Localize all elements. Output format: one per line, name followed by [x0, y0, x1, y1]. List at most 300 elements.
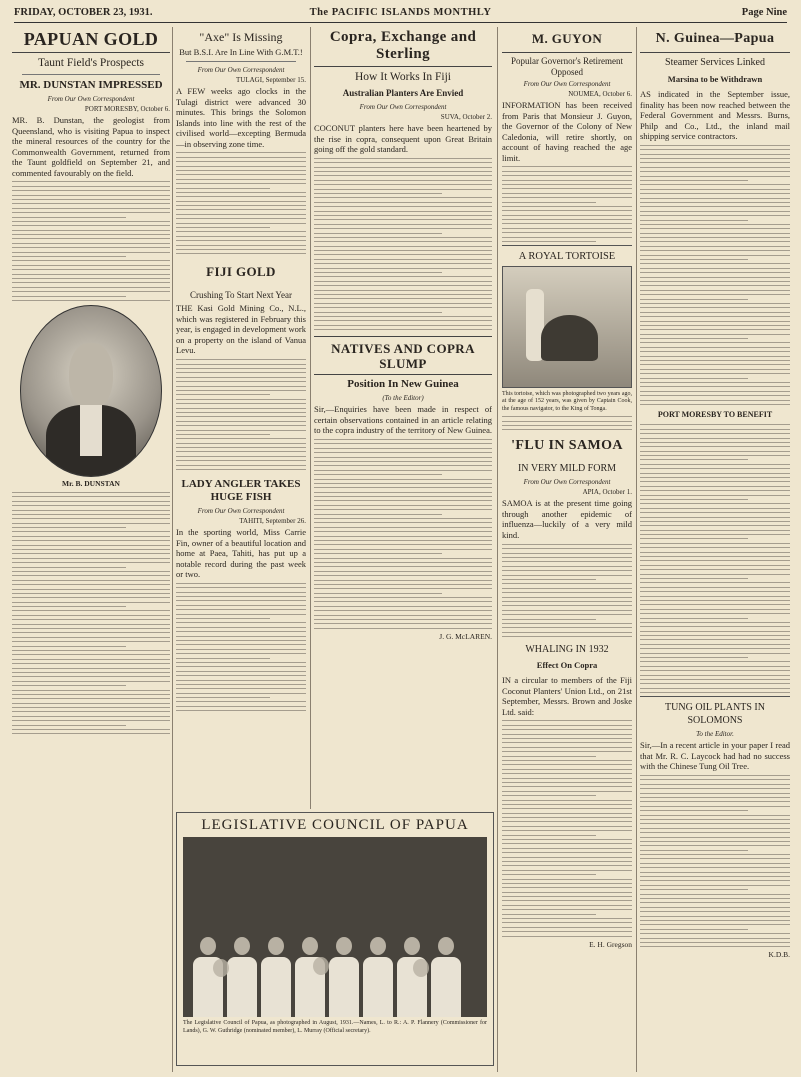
text-line: [502, 756, 596, 757]
article-headline: 'FLU IN SAMOA: [511, 438, 623, 454]
text-line: [314, 597, 492, 598]
text-line: [314, 536, 492, 537]
text-line: [176, 236, 306, 237]
text-line: [640, 386, 790, 387]
text-line: [502, 188, 632, 189]
text-line: [314, 197, 492, 198]
text-line: [502, 237, 632, 238]
text-line: [314, 593, 442, 594]
text-line: [314, 571, 492, 572]
text-line: [640, 876, 790, 877]
photo-caption: This tortoise, which was photographed two years ago, at the age of 152 years, was given by Captain Cook, the famous navigator, to the King of Tonga.: [502, 391, 632, 412]
text-line: [176, 640, 306, 641]
text-line: [176, 223, 306, 224]
text-line: [176, 161, 306, 162]
text-line: [640, 360, 790, 361]
text-line: [176, 596, 306, 597]
text-line: [640, 263, 790, 264]
text-line: [176, 377, 306, 378]
column-divider: [310, 27, 311, 809]
text-line: [12, 659, 170, 660]
signature: J. G. McLAREN.: [439, 631, 492, 641]
text-line: [12, 637, 170, 638]
text-line: [640, 916, 790, 917]
text-line: [502, 769, 632, 770]
text-line: [12, 256, 126, 257]
text-line: [176, 460, 306, 461]
text-line: [314, 549, 492, 550]
text-line: [640, 228, 790, 229]
text-line: [640, 481, 790, 482]
text-line: [640, 158, 790, 159]
text-line: [502, 773, 632, 774]
text-line: [176, 614, 306, 615]
text-line: [314, 619, 492, 620]
text-line: [12, 199, 170, 200]
article-lead: Sir,—Enquiries have been made in respect of certain observations contained in an article relating to the copra industry of the territory of New Guinea.: [314, 404, 492, 436]
text-line: [176, 205, 306, 206]
text-line: [12, 685, 126, 686]
text-line: [640, 521, 790, 522]
tortoise-photo: [502, 266, 632, 388]
text-line: [640, 929, 748, 930]
text-line: [314, 272, 442, 273]
text-line: [640, 810, 748, 811]
text-line: [640, 872, 790, 873]
text-line: [640, 342, 790, 343]
text-line: [640, 255, 790, 256]
text-line: [12, 694, 170, 695]
text-line: [176, 214, 306, 215]
text-line: [176, 456, 306, 457]
text-line: [640, 885, 790, 886]
dateline: NOUMEA, October 6.: [568, 90, 632, 98]
text-line: [640, 446, 790, 447]
text-line: [176, 372, 306, 373]
text-line: [12, 195, 170, 196]
article-subhead: Effect On Copra: [536, 660, 598, 671]
text-line: [502, 184, 632, 185]
text-line: [12, 729, 170, 730]
text-line: [502, 544, 632, 545]
text-line: [640, 356, 790, 357]
text-line: [640, 819, 790, 820]
text-line: [12, 252, 170, 253]
text-line: [502, 425, 632, 426]
text-line: [640, 670, 790, 671]
text-line: [176, 179, 306, 180]
dateline: TAHITI, September 26.: [239, 517, 306, 526]
text-line: [640, 828, 790, 829]
text-line: [176, 249, 306, 250]
text-line: [176, 386, 306, 387]
divider: [22, 74, 160, 75]
text-line: [176, 609, 306, 610]
text-line: [640, 894, 790, 895]
text-line: [502, 175, 632, 176]
text-line: [502, 760, 632, 761]
text-line: [12, 698, 170, 699]
text-line: [502, 421, 632, 422]
text-line: [314, 452, 492, 453]
text-line: [640, 290, 790, 291]
text-line: [12, 733, 170, 734]
text-line: [640, 578, 748, 579]
text-line: [314, 224, 492, 225]
text-line: [640, 167, 790, 168]
text-line: [502, 210, 632, 211]
text-line: [640, 369, 790, 370]
text-line: [502, 764, 632, 765]
text-line: [12, 531, 170, 532]
text-line: [12, 296, 126, 297]
text-line: [176, 658, 270, 659]
text-line: [640, 648, 790, 649]
text-line: [176, 174, 306, 175]
text-line: [314, 606, 492, 607]
article-headline: LADY ANGLER TAKES HUGE FISH: [181, 478, 301, 504]
text-line: [640, 547, 790, 548]
text-line: [12, 597, 170, 598]
text-line: [12, 668, 170, 669]
text-line: [12, 212, 170, 213]
article-body: [176, 359, 306, 470]
text-line: [502, 927, 632, 928]
text-line: [640, 560, 790, 561]
text-line: [176, 636, 306, 637]
caption-body: [502, 416, 632, 430]
text-line: [640, 162, 790, 163]
text-line: [12, 523, 170, 524]
text-line: [176, 188, 270, 189]
text-line: [640, 538, 748, 539]
text-line: [314, 233, 442, 234]
text-line: [640, 459, 748, 460]
text-line: [640, 517, 790, 518]
text-line: [640, 503, 790, 504]
text-line: [12, 269, 170, 270]
text-line: [12, 703, 170, 704]
text-line: [502, 636, 632, 637]
text-line: [640, 898, 790, 899]
text-line: [314, 250, 492, 251]
text-line: [640, 797, 790, 798]
publication-title: The PACIFIC ISLANDS MONTHLY: [309, 7, 492, 18]
text-line: [640, 552, 790, 553]
text-line: [640, 316, 790, 317]
text-line: [640, 404, 790, 405]
text-line: [176, 662, 306, 663]
text-line: [640, 845, 790, 846]
text-line: [640, 400, 790, 401]
text-line: [502, 202, 596, 203]
text-line: [640, 534, 790, 535]
article-lead: AS indicated in the September issue, finality has been now reached between the Federal Government and Messrs. Burns, Philp and Co., Ltd., the inland mail shipping service contractors.: [640, 89, 790, 141]
text-line: [502, 241, 596, 242]
text-line: [640, 391, 790, 392]
byline: From Our Own Correspondent: [523, 80, 611, 88]
text-line: [640, 321, 790, 322]
text-line: [502, 605, 632, 606]
article-headline: PAPUAN GOLD: [12, 29, 170, 53]
text-line: [640, 198, 790, 199]
issue-date: FRIDAY, OCTOBER 23, 1931.: [14, 7, 153, 18]
text-line: [502, 800, 632, 801]
text-line: [176, 618, 270, 619]
text-line: [502, 918, 632, 919]
text-line: [502, 817, 632, 818]
text-line: [502, 614, 632, 615]
text-line: [640, 281, 790, 282]
text-line: [176, 434, 270, 435]
text-line: [12, 243, 170, 244]
article-body: [176, 583, 306, 711]
text-line: [502, 865, 632, 866]
text-line: [640, 433, 790, 434]
text-line: [640, 202, 790, 203]
text-line: [176, 412, 306, 413]
text-line: [314, 500, 492, 501]
text-line: [176, 706, 306, 707]
text-line: [502, 738, 632, 739]
text-line: [502, 553, 632, 554]
text-line: [640, 347, 790, 348]
text-line: [640, 211, 790, 212]
text-line: [176, 381, 306, 382]
text-line: [502, 597, 632, 598]
text-line: [12, 632, 170, 633]
column-guyon: [502, 27, 632, 1072]
text-line: [176, 649, 306, 650]
article-body: [176, 152, 306, 254]
editor-note: To the Editor.: [696, 730, 734, 739]
text-line: [502, 835, 596, 836]
text-line: [176, 192, 306, 193]
text-line: [640, 675, 790, 676]
text-line: [502, 791, 632, 792]
signature: E. H. Gregson: [589, 939, 632, 949]
dateline: SUVA, October 2.: [440, 113, 492, 121]
dateline: PORT MORESBY, October 6.: [84, 105, 170, 113]
text-line: [502, 610, 632, 611]
text-line: [640, 237, 790, 238]
text-line: [12, 203, 170, 204]
text-line: [314, 215, 492, 216]
text-line: [314, 285, 492, 286]
text-line: [640, 635, 790, 636]
text-line: [314, 588, 492, 589]
text-line: [502, 601, 632, 602]
text-line: [12, 711, 170, 712]
text-line: [640, 250, 790, 251]
article-subhead: Popular Governor's Retirement Opposed: [510, 56, 624, 77]
text-line: [12, 496, 170, 497]
text-line: [502, 751, 632, 752]
text-line: [640, 806, 790, 807]
text-line: [640, 285, 790, 286]
text-line: [314, 329, 492, 330]
signature: K.D.B.: [768, 950, 790, 960]
text-line: [640, 902, 790, 903]
text-line: [12, 558, 170, 559]
page-number: Page Nine: [741, 7, 787, 18]
text-line: [314, 558, 492, 559]
portrait-photo: [20, 305, 162, 477]
text-line: [314, 228, 492, 229]
text-line: [314, 175, 492, 176]
text-line: [12, 545, 170, 546]
column-divider: [636, 27, 637, 1072]
text-line: [12, 217, 126, 218]
text-line: [314, 505, 492, 506]
article-body: [502, 720, 632, 936]
text-line: [640, 784, 790, 785]
article-subhead: How It Works In Fiji: [355, 71, 451, 83]
text-line: [502, 166, 632, 167]
text-line: [176, 196, 306, 197]
text-line: [314, 443, 492, 444]
section-heading: PORT MORESBY TO BENEFIT: [657, 409, 773, 419]
text-line: [314, 167, 492, 168]
text-line: [12, 707, 170, 708]
text-line: [176, 394, 270, 395]
byline: From Our Own Correspondent: [197, 66, 285, 74]
text-line: [12, 540, 170, 541]
text-line: [502, 896, 632, 897]
box-headline: LEGISLATIVE COUNCIL OF PAPUA: [201, 817, 469, 833]
text-line: [176, 600, 306, 601]
text-line: [502, 887, 632, 888]
article-kicker: Australian Planters Are Envied: [342, 88, 464, 98]
text-line: [502, 171, 632, 172]
text-line: [314, 439, 492, 440]
text-line: [176, 697, 270, 698]
article-headline: WHALING IN 1932: [525, 644, 609, 656]
text-line: [640, 268, 790, 269]
text-line: [640, 683, 790, 684]
text-line: [314, 518, 492, 519]
text-line: [502, 883, 632, 884]
text-line: [640, 688, 790, 689]
text-line: [12, 501, 170, 502]
text-line: [640, 277, 790, 278]
text-line: [640, 779, 790, 780]
text-line: [640, 351, 790, 352]
article-body: [314, 158, 492, 330]
text-line: [640, 530, 790, 531]
text-line: [502, 193, 632, 194]
text-line: [176, 368, 306, 369]
text-line: [640, 145, 790, 146]
text-line: [502, 429, 632, 430]
text-line: [640, 176, 790, 177]
text-line: [176, 688, 306, 689]
text-line: [314, 158, 492, 159]
text-line: [314, 580, 492, 581]
text-line: [314, 276, 492, 277]
text-line: [502, 874, 596, 875]
text-line: [502, 905, 632, 906]
text-line: [640, 477, 790, 478]
text-line: [314, 496, 492, 497]
text-line: [640, 468, 790, 469]
text-line: [640, 775, 790, 776]
article-subhead: Taunt Field's Prospects: [37, 57, 145, 69]
text-line: [640, 609, 790, 610]
text-line: [12, 549, 170, 550]
text-line: [640, 206, 790, 207]
text-line: [640, 679, 790, 680]
text-line: [502, 861, 632, 862]
text-line: [176, 399, 306, 400]
text-line: [640, 543, 790, 544]
text-line: [314, 316, 492, 317]
text-line: [640, 661, 790, 662]
text-line: [314, 219, 492, 220]
text-line: [640, 455, 790, 456]
text-line: [314, 184, 492, 185]
article-body: [502, 166, 632, 242]
text-line: [314, 483, 492, 484]
text-line: [640, 149, 790, 150]
text-line: [12, 580, 170, 581]
text-line: [502, 583, 632, 584]
text-line: [640, 429, 790, 430]
text-line: [640, 325, 790, 326]
text-line: [314, 566, 492, 567]
text-line: [176, 605, 306, 606]
article-lead: INFORMATION has been received from Paris that Monsieur J. Guyon, the Governor of the Colony of New Caledonia, will retire shortly, on account of having reached the age limit.: [502, 100, 632, 163]
text-line: [12, 610, 170, 611]
column-divider: [172, 27, 173, 1072]
text-line: [640, 574, 790, 575]
text-line: [314, 312, 442, 313]
article-body: [640, 775, 790, 947]
text-line: [640, 556, 790, 557]
text-line: [640, 215, 790, 216]
article-lead: THE Kasi Gold Mining Co., N.L., which was registered in February this year, is engaged in development work on a property on the island of Vanua Levu.: [176, 303, 306, 356]
text-line: [640, 565, 790, 566]
text-line: [314, 544, 492, 545]
text-line: [640, 224, 790, 225]
text-line: [314, 562, 492, 563]
text-line: [502, 742, 632, 743]
text-line: [502, 839, 632, 840]
text-line: [314, 162, 492, 163]
text-line: [314, 320, 492, 321]
text-line: [640, 942, 790, 943]
text-line: [502, 931, 632, 932]
photo-caption: Mr. B. DUNSTAN: [62, 478, 120, 488]
text-line: [314, 527, 492, 528]
article-headline: A ROYAL TORTOISE: [502, 245, 632, 263]
byline: From Our Own Correspondent: [523, 478, 611, 487]
text-line: [640, 364, 790, 365]
text-line: [502, 778, 632, 779]
text-line: [640, 233, 790, 234]
text-line: [12, 567, 126, 568]
text-line: [640, 823, 790, 824]
article-lead: SAMOA is at the present time going through another epidemic of influenza—luckily of a very mild kind.: [502, 498, 632, 540]
text-line: [314, 303, 492, 304]
text-line: [12, 234, 170, 235]
article-body: [314, 439, 492, 629]
text-line: [502, 632, 632, 633]
text-line: [314, 241, 492, 242]
text-line: [640, 622, 790, 623]
article-headline: Copra, Exchange and Sterling: [314, 29, 492, 67]
article-lead: In the sporting world, Miss Carrie Fin, owner of a beautiful location and home at Paea, Tahiti, has put up a notable record during the past week or two.: [176, 527, 306, 580]
